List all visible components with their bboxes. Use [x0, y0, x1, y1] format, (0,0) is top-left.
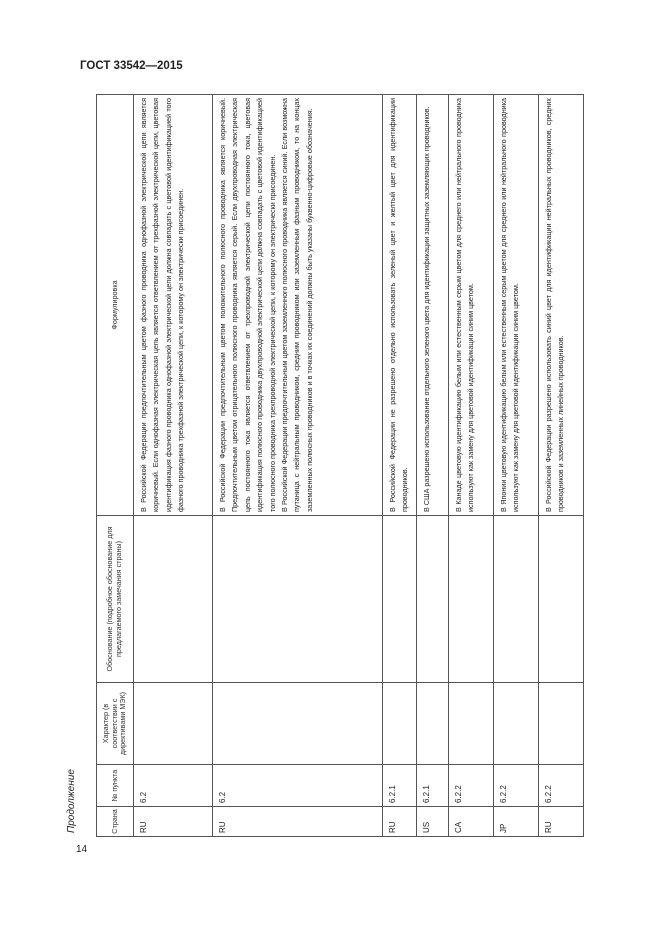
cell-text	[493, 95, 538, 516]
cell-item: 6.2	[134, 765, 213, 807]
cell-character	[416, 683, 448, 765]
column-header-text: Формулировка	[97, 95, 134, 516]
cell-text-paragraph: В Российской Федерации предпочтительным цветом положительного полюсного проводника является коричневый. Предпочтительным цветом отрицательного полюсного проводника является серый. Если двухпроводная электрическая цепь постоянного тока является ответвлением от трехпроводной электрической цепи постоянного тока, цветовая идентификация полюсного проводника двухпроводной электрической цепи должна совпадать с цветовой идентификацией того полюсного проводника трехпроводной электрической цепи, к которому он электрически присоединен.	[218, 98, 277, 512]
cell-country: US	[416, 807, 448, 837]
table-row	[383, 95, 417, 837]
table-row	[213, 95, 383, 837]
cell-justification	[383, 516, 417, 683]
column-header-character: Характер (в соответствии с директивами МЭК)	[97, 683, 134, 765]
cell-justification	[538, 516, 583, 683]
rotated-table-container	[96, 95, 606, 837]
cell-text	[213, 95, 383, 516]
cell-text-paragraph: В Японии цветовую идентификацию белым или естественным серым цветом для среднего или нейтрального проводника используют как замену для цветовой идентификации синим цветом.	[498, 98, 521, 512]
cell-character	[134, 683, 213, 765]
column-header-item: № пункта	[97, 765, 134, 807]
cell-text-paragraph: В США разрешено использование отдельного зеленого цвета для идентификации защитных заземляющих проводников.	[421, 106, 431, 512]
cell-item: 6.2.1	[416, 765, 448, 807]
cell-character	[493, 683, 538, 765]
cell-text	[416, 95, 448, 516]
cell-character	[383, 683, 417, 765]
table-row	[448, 95, 493, 837]
table-row	[416, 95, 448, 837]
table-row	[538, 95, 583, 837]
cell-country: RU	[134, 807, 213, 837]
cell-country: RU	[213, 807, 383, 837]
table-header-row	[97, 95, 134, 837]
column-header-country: Страна	[97, 807, 134, 837]
document-title: ГОСТ 33542—2015	[80, 60, 183, 72]
cell-item: 6.2.1	[383, 765, 417, 807]
cell-text	[134, 95, 213, 516]
cell-country: RU	[538, 807, 583, 837]
cell-text-paragraph: В Российской Федерации предпочтительным цветом заземленного полюсного проводника является синий. Если возможна путаница с нейтральным проводником, средним проводником или заземленным фазным проводником, то на концах заземленных полюсных проводников и в точках их соединений должны быть указаны буквенно-цифровые обозначения.	[280, 98, 314, 512]
cell-item: 6.2.2	[448, 765, 493, 807]
cell-text	[448, 95, 493, 516]
table-row	[493, 95, 538, 837]
cell-justification	[213, 516, 383, 683]
continuation-label: Продолжение	[66, 769, 77, 833]
cell-item: 6.2.2	[538, 765, 583, 807]
cell-character	[448, 683, 493, 765]
page-number: 14	[76, 844, 88, 855]
cell-text-paragraph: В Российской Федерации разрешено использовать синий цвет для идентификации нейтральных проводников, средних проводников и заземленных линейных проводников.	[543, 98, 566, 512]
cell-character	[538, 683, 583, 765]
cell-text-paragraph: В Российской Федерации не разрешено отдельно использовать зеленый цвет и желтый цвет для идентификации проводников.	[388, 98, 410, 512]
cell-country: JP	[493, 807, 538, 837]
cell-text	[538, 95, 583, 516]
cell-text	[383, 95, 417, 516]
cell-text-paragraph: В Канаде цветовую идентификацию белым или естественным серым цветом для среднего или нейтрального проводника используют как замену для цветовой идентификации синим цветом.	[453, 98, 476, 512]
table-row	[134, 95, 213, 837]
cell-justification	[416, 516, 448, 683]
comments-table	[96, 94, 584, 837]
cell-justification	[448, 516, 493, 683]
cell-character	[213, 683, 383, 765]
cell-item: 6.2.2	[493, 765, 538, 807]
column-header-justification: Обоснование (подробное обоснование для предлагаемого замечания страны)	[97, 516, 134, 683]
cell-justification	[493, 516, 538, 683]
cell-item: 6.2	[213, 765, 383, 807]
cell-justification	[134, 516, 213, 683]
cell-text-paragraph: В Российской Федерации предпочтительным цветом фазного проводника однофазной электрической цепи является коричневый. Если однофазная электрическая цепь является ответвлением от трехфазной электрической цепи, цветовая идентификация фазного проводника однофазной электрической цепи должна совпадать с цветовой идентификацией того фазного проводника трехфазной электрической цепи, к которому он электрически присоединен.	[139, 98, 186, 512]
cell-country: RU	[383, 807, 417, 837]
cell-country: CA	[448, 807, 493, 837]
